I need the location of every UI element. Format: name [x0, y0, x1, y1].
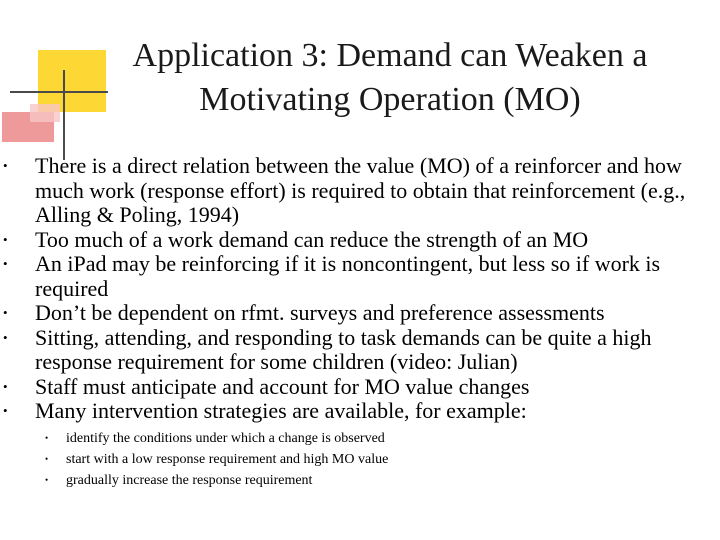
bullet-item-text: Many intervention strategies are available, for example: [35, 398, 527, 423]
decorative-corner-graphic [0, 0, 110, 160]
red-square-fade [30, 104, 60, 122]
sub-bullet-list [35, 428, 710, 491]
bullet-item: • Sitting, attending, and responding to task demands can be quite a high response requirement for some children (video: Julian) [0, 326, 720, 375]
slide-title [100, 34, 680, 122]
bullet-list [0, 154, 720, 491]
yellow-square [38, 50, 106, 112]
bullet-item: • Too much of a work demand can reduce the strength of an MO [0, 228, 720, 253]
bullet-item: • Don’t be dependent on rfmt. surveys and preference assessments [0, 301, 720, 326]
sub-bullet-item: • start with a low response requirement and high MO value [35, 449, 710, 470]
title-line-1: Application 3: Demand can Weaken a [132, 37, 648, 74]
bullet-item: • There is a direct relation between the value (MO) of a reinforcer and how much work (response effort) is required to obtain that reinforcement (e.g., Alling & Poling, 1994) [0, 154, 720, 228]
bullet-item-with-sublist [0, 399, 720, 491]
bullet-item: • Staff must anticipate and account for MO value changes [0, 375, 720, 400]
sub-bullet-item: • gradually increase the response requirement [35, 470, 710, 491]
title-line-2: Motivating Operation (MO) [199, 81, 581, 118]
sub-bullet-item: • identify the conditions under which a change is observed [35, 428, 710, 449]
bullet-item: • An iPad may be reinforcing if it is noncontingent, but less so if work is required [0, 252, 720, 301]
